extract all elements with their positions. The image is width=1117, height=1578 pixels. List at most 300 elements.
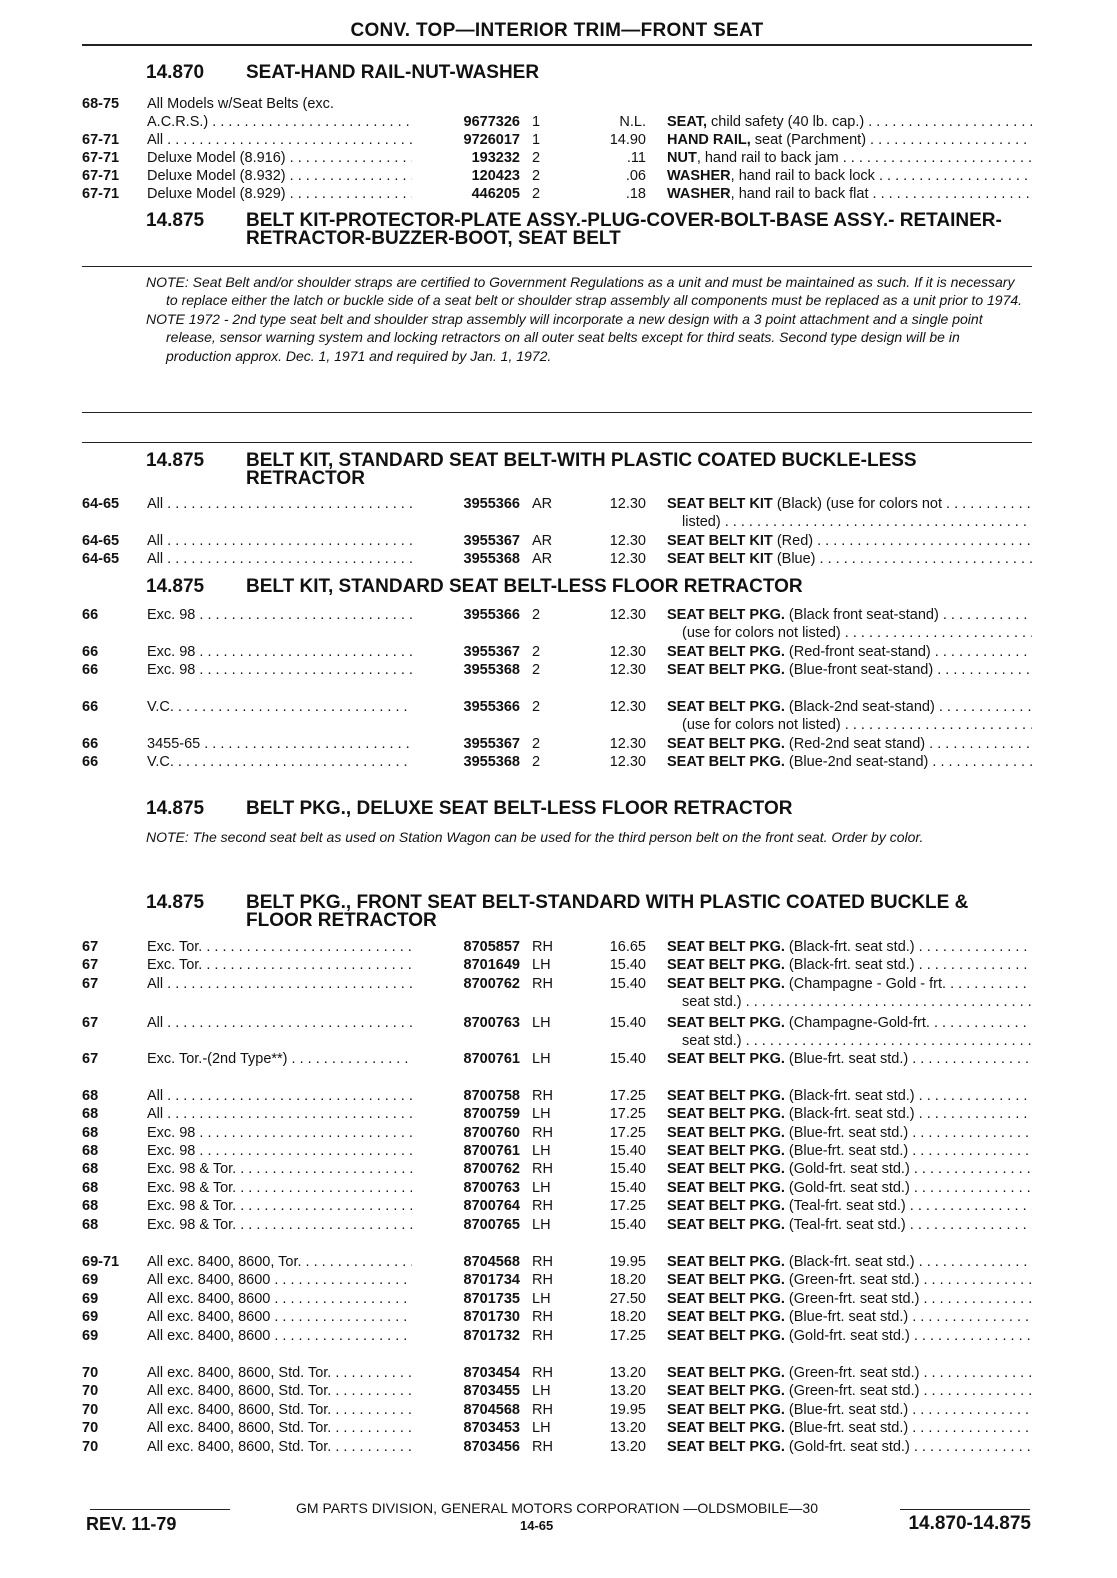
item-detail: (Blue-frt. seat std.) bbox=[784, 1143, 909, 1159]
table-row bbox=[82, 1364, 1032, 1382]
model-cell: Exc. 98 . . . bbox=[147, 1124, 412, 1142]
part-number-cell: 446205 bbox=[471, 186, 520, 202]
item-detail: (Black front seat-stand) bbox=[784, 607, 939, 623]
table-row bbox=[82, 149, 1032, 167]
price-cell: 12.30 bbox=[609, 533, 646, 549]
description-cell bbox=[667, 735, 1032, 753]
part-number-cell: 8701649 bbox=[463, 957, 520, 973]
model-cell: All . . . bbox=[147, 131, 412, 149]
table-row bbox=[82, 1014, 1032, 1032]
price-cell: 15.40 bbox=[609, 1143, 646, 1159]
model-cell: Exc. 98 & Tor. . . . bbox=[147, 1179, 412, 1197]
table-row bbox=[82, 532, 1032, 550]
table-row bbox=[82, 698, 1032, 716]
table-row bbox=[82, 1271, 1032, 1289]
table-row bbox=[82, 113, 1032, 131]
model-cell: All . . . bbox=[147, 532, 412, 550]
model-cell: All exc. 8400, 8600 . . . bbox=[147, 1290, 412, 1308]
quantity-cell: AR bbox=[532, 496, 553, 512]
item-name: SEAT BELT KIT bbox=[667, 496, 773, 512]
model-cell: Exc. 98 & Tor. . . . bbox=[147, 1197, 412, 1215]
item-name: SEAT BELT PKG. bbox=[667, 1088, 785, 1104]
year-cell: 69 bbox=[82, 1272, 99, 1288]
item-detail: (Green-frt. seat std.) bbox=[784, 1365, 920, 1381]
table-row bbox=[82, 1160, 1032, 1178]
item-detail: seat (Parchment) bbox=[750, 132, 867, 148]
section-text: BELT KIT-PROTECTOR-PLATE ASSY.-PLUG-COVER-BOLT-BASE ASSY.- RETAINER-RETRACTOR-BUZZER-BOOT, SEAT BELT bbox=[246, 210, 1002, 249]
part-number-cell: 8700764 bbox=[463, 1198, 520, 1214]
description-continued: (use for colors not listed) . . . bbox=[682, 624, 1032, 642]
part-number-cell: 3955368 bbox=[463, 551, 520, 567]
price-cell: 17.25 bbox=[609, 1106, 646, 1122]
item-detail: (Gold-frt. seat std.) bbox=[784, 1161, 910, 1177]
year-cell: 64-65 bbox=[82, 533, 120, 549]
item-detail: (Blue-2nd seat-stand) bbox=[784, 754, 929, 770]
description-cell bbox=[667, 550, 1032, 568]
quantity-cell: 2 bbox=[532, 168, 541, 184]
item-name: SEAT BELT PKG. bbox=[667, 644, 785, 660]
part-number-cell: 8701730 bbox=[463, 1309, 520, 1325]
item-detail: (Blue) bbox=[772, 551, 816, 567]
year-cell: 67 bbox=[82, 976, 99, 992]
price-cell: 13.20 bbox=[609, 1420, 646, 1436]
quantity-cell: LH bbox=[532, 1217, 551, 1233]
part-number-cell: 8703454 bbox=[463, 1365, 520, 1381]
item-detail: (Red) bbox=[772, 533, 814, 549]
part-number-cell: 8704568 bbox=[463, 1254, 520, 1270]
model-cell: All . . . bbox=[147, 975, 412, 993]
item-detail: (Blue-frt. seat std.) bbox=[784, 1309, 909, 1325]
part-number-cell: 3955367 bbox=[463, 736, 520, 752]
price-cell: 17.25 bbox=[609, 1125, 646, 1141]
item-name: SEAT BELT PKG. bbox=[667, 1180, 785, 1196]
year-cell: 70 bbox=[82, 1420, 99, 1436]
description-continued: seat std.) . . . bbox=[682, 993, 1032, 1011]
description-continued: seat std.) . . . bbox=[682, 1032, 1032, 1050]
price-cell: 15.40 bbox=[609, 1161, 646, 1177]
item-detail: (Green-frt. seat std.) bbox=[784, 1383, 920, 1399]
item-detail: (Green-frt. seat std.) bbox=[784, 1272, 920, 1288]
price-cell: 18.20 bbox=[609, 1272, 646, 1288]
item-name: SEAT BELT PKG. bbox=[667, 1439, 785, 1455]
price-cell: 16.65 bbox=[609, 939, 646, 955]
description-cell bbox=[667, 131, 1032, 149]
year-cell: 68 bbox=[82, 1106, 99, 1122]
year-cell: 68-75 bbox=[82, 96, 120, 112]
model-cell: All exc. 8400, 8600, Std. Tor. . . . bbox=[147, 1401, 412, 1419]
price-cell: 15.40 bbox=[609, 1051, 646, 1067]
quantity-cell: RH bbox=[532, 1309, 553, 1325]
description-continued: listed) . . . bbox=[682, 513, 1032, 531]
item-name: WASHER bbox=[667, 186, 731, 202]
table-row bbox=[82, 1327, 1032, 1345]
price-cell: 12.30 bbox=[609, 551, 646, 567]
quantity-cell: RH bbox=[532, 1365, 553, 1381]
quantity-cell: 2 bbox=[532, 754, 541, 770]
table-row bbox=[82, 1401, 1032, 1419]
year-cell: 67-71 bbox=[82, 132, 120, 148]
year-cell: 64-65 bbox=[82, 496, 120, 512]
table-row bbox=[82, 495, 1032, 513]
description-cell bbox=[667, 1364, 1032, 1382]
item-name: SEAT BELT KIT bbox=[667, 533, 773, 549]
part-number-cell: 120423 bbox=[471, 168, 520, 184]
price-cell: 13.20 bbox=[609, 1383, 646, 1399]
quantity-cell: 1 bbox=[532, 114, 541, 130]
quantity-cell: RH bbox=[532, 1254, 553, 1270]
part-number-cell: 8700761 bbox=[463, 1143, 520, 1159]
year-cell: 68 bbox=[82, 1198, 99, 1214]
part-number-cell: 8700760 bbox=[463, 1125, 520, 1141]
item-detail: (Gold-frt. seat std.) bbox=[784, 1180, 910, 1196]
part-number-cell: 3955368 bbox=[463, 662, 520, 678]
quantity-cell: LH bbox=[532, 1383, 551, 1399]
model-cell: Exc. Tor.-(2nd Type**) . . . bbox=[147, 1050, 412, 1068]
table-row bbox=[82, 513, 1032, 531]
description-cell bbox=[667, 1105, 1032, 1123]
price-cell: 19.95 bbox=[609, 1402, 646, 1418]
year-cell: 69 bbox=[82, 1291, 99, 1307]
table-row bbox=[82, 661, 1032, 679]
model-cell: All . . . bbox=[147, 495, 412, 513]
description-cell bbox=[667, 167, 1032, 185]
year-cell: 69 bbox=[82, 1328, 99, 1344]
description-cell bbox=[667, 1197, 1032, 1215]
price-cell: 12.30 bbox=[609, 662, 646, 678]
year-cell: 70 bbox=[82, 1365, 99, 1381]
price-cell: 12.30 bbox=[609, 754, 646, 770]
price-cell: .06 bbox=[625, 168, 646, 184]
item-detail: (Gold-frt. seat std.) bbox=[784, 1328, 910, 1344]
model-cell: All exc. 8400, 8600, Std. Tor. . . . bbox=[147, 1419, 412, 1437]
description-cell bbox=[667, 1290, 1032, 1308]
part-number-cell: 8700763 bbox=[463, 1015, 520, 1031]
quantity-cell: LH bbox=[532, 1106, 551, 1122]
table-row bbox=[82, 1179, 1032, 1197]
quantity-cell: AR bbox=[532, 551, 553, 567]
model-cell: All . . . bbox=[147, 1014, 412, 1032]
part-number-cell: 8704568 bbox=[463, 1402, 520, 1418]
quantity-cell: RH bbox=[532, 1088, 553, 1104]
item-detail: (Black) (use for colors not bbox=[772, 496, 943, 512]
item-detail: (Gold-frt. seat std.) bbox=[784, 1439, 910, 1455]
description-cell bbox=[667, 532, 1032, 550]
year-cell: 66 bbox=[82, 736, 99, 752]
table-row bbox=[82, 956, 1032, 974]
item-detail: (Blue-front seat-stand) bbox=[784, 662, 934, 678]
model-cell: All . . . bbox=[147, 1105, 412, 1123]
section-text: BELT KIT, STANDARD SEAT BELT-WITH PLASTIC COATED BUCKLE-LESS RETRACTOR bbox=[246, 450, 917, 489]
item-detail: , hand rail to back jam bbox=[696, 150, 839, 166]
section-text: BELT KIT, STANDARD SEAT BELT-LESS FLOOR RETRACTOR bbox=[246, 576, 803, 597]
item-detail: (Black-frt. seat std.) bbox=[784, 939, 915, 955]
description-cell bbox=[667, 1179, 1032, 1197]
table-row bbox=[82, 1419, 1032, 1437]
section-number: 14.870 bbox=[146, 62, 205, 83]
price-cell: N.L. bbox=[619, 114, 646, 130]
note-text: NOTE 1972 - 2nd type seat belt and shoulder strap assembly will incorporate a new design with a 3 point attachment and a single point release, sensor warning system and locking retractors on all outer seat belts except for third seats. Second type design will be in production approx. Dec. 1, 1971 and required by Jan. 1, 1972. bbox=[146, 310, 983, 364]
quantity-cell: RH bbox=[532, 1439, 553, 1455]
description-cell bbox=[667, 1308, 1032, 1326]
item-detail: (Black-frt. seat std.) bbox=[784, 1088, 915, 1104]
description-cell bbox=[667, 1014, 1032, 1032]
section-number: 14.875 bbox=[146, 450, 205, 471]
table-row bbox=[82, 624, 1032, 642]
quantity-cell: LH bbox=[532, 1143, 551, 1159]
item-name: SEAT BELT PKG. bbox=[667, 1383, 785, 1399]
model-cell: V.C. . . . bbox=[147, 698, 412, 716]
price-cell: 27.50 bbox=[609, 1291, 646, 1307]
price-cell: 17.25 bbox=[609, 1198, 646, 1214]
part-number-cell: 8700763 bbox=[463, 1180, 520, 1196]
price-cell: 17.25 bbox=[609, 1328, 646, 1344]
table-row bbox=[82, 1290, 1032, 1308]
table-row bbox=[82, 1032, 1032, 1050]
quantity-cell: 2 bbox=[532, 186, 541, 202]
page-header: CONV. TOP—INTERIOR TRIM—FRONT SEAT bbox=[350, 20, 764, 41]
model-cell: Exc. Tor. . . . bbox=[147, 938, 412, 956]
table-row bbox=[82, 1308, 1032, 1326]
description-cell bbox=[667, 1271, 1032, 1289]
part-number-cell: 8703455 bbox=[463, 1383, 520, 1399]
description-cell bbox=[667, 1327, 1032, 1345]
table-row bbox=[82, 938, 1032, 956]
model-cell: All exc. 8400, 8600 . . . bbox=[147, 1327, 412, 1345]
header-rule bbox=[82, 44, 1032, 46]
description-cell bbox=[667, 185, 1032, 203]
model-cell: Deluxe Model (8.932) . . . bbox=[147, 167, 412, 185]
model-cell: Exc. 98 . . . bbox=[147, 661, 412, 679]
part-number-cell: 8701732 bbox=[463, 1328, 520, 1344]
year-cell: 66 bbox=[82, 644, 99, 660]
price-cell: 12.30 bbox=[609, 607, 646, 623]
year-cell: 69-71 bbox=[82, 1254, 120, 1270]
item-detail: (Champagne-Gold-frt. bbox=[784, 1015, 930, 1031]
model-cell: 3455-65 . . . bbox=[147, 735, 412, 753]
price-cell: 15.40 bbox=[609, 957, 646, 973]
description-cell bbox=[667, 938, 1032, 956]
quantity-cell: RH bbox=[532, 1272, 553, 1288]
item-name: SEAT BELT PKG. bbox=[667, 1291, 785, 1307]
year-cell: 66 bbox=[82, 699, 99, 715]
description-cell bbox=[667, 113, 1032, 131]
year-cell: 70 bbox=[82, 1402, 99, 1418]
section-title bbox=[146, 64, 1026, 82]
description-cell bbox=[667, 956, 1032, 974]
section-text: BELT PKG., DELUXE SEAT BELT-LESS FLOOR RETRACTOR bbox=[246, 798, 793, 819]
table-row bbox=[82, 1087, 1032, 1105]
table-row bbox=[82, 1050, 1032, 1068]
item-name: SEAT BELT PKG. bbox=[667, 1015, 785, 1031]
part-number-cell: 8700761 bbox=[463, 1051, 520, 1067]
item-name: SEAT BELT PKG. bbox=[667, 1143, 785, 1159]
note-text: NOTE: Seat Belt and/or shoulder straps are certified to Government Regulations as a unit and must be maintained as such. If it is necessary to replace either the latch or buckle side of a seat belt or shoulder strap assembly all components must be replaced as a unit prior to 1974. bbox=[146, 274, 1023, 309]
model-cell: All exc. 8400, 8600, Tor. . . . bbox=[147, 1253, 412, 1271]
description-cell bbox=[667, 643, 1032, 661]
description-cell bbox=[667, 1438, 1032, 1456]
year-cell: 66 bbox=[82, 662, 99, 678]
description-cell bbox=[667, 149, 1032, 167]
item-detail: (Black-frt. seat std.) bbox=[784, 1254, 915, 1270]
part-number-cell: 3955366 bbox=[463, 699, 520, 715]
section-rule bbox=[82, 442, 1032, 443]
quantity-cell: LH bbox=[532, 957, 551, 973]
item-name: SEAT BELT PKG. bbox=[667, 1328, 785, 1344]
quantity-cell: LH bbox=[532, 1180, 551, 1196]
quantity-cell: RH bbox=[532, 1125, 553, 1141]
item-detail: (Green-frt. seat std.) bbox=[784, 1291, 920, 1307]
price-cell: 13.20 bbox=[609, 1439, 646, 1455]
quantity-cell: RH bbox=[532, 976, 553, 992]
price-cell: 12.30 bbox=[609, 496, 646, 512]
footer-division-text: GM PARTS DIVISION, GENERAL MOTORS CORPORATION —OLDSMOBILE—30 bbox=[292, 1500, 822, 1516]
table-row bbox=[82, 1253, 1032, 1271]
model-cell: All exc. 8400, 8600, Std. Tor. . . . bbox=[147, 1364, 412, 1382]
model-cell: All Models w/Seat Belts (exc. bbox=[147, 96, 334, 112]
item-detail: (Blue-frt. seat std.) bbox=[784, 1051, 909, 1067]
item-detail: (Blue-frt. seat std.) bbox=[784, 1125, 909, 1141]
year-cell: 64-65 bbox=[82, 551, 120, 567]
part-number-cell: 8700762 bbox=[463, 1161, 520, 1177]
year-cell: 69 bbox=[82, 1309, 99, 1325]
section-number: 14.875 bbox=[146, 576, 205, 597]
part-number-cell: 8701734 bbox=[463, 1272, 520, 1288]
price-cell: 17.25 bbox=[609, 1088, 646, 1104]
description-cell bbox=[667, 1419, 1032, 1437]
model-cell: Exc. 98 & Tor. . . . bbox=[147, 1160, 412, 1178]
item-name: SEAT BELT PKG. bbox=[667, 699, 785, 715]
table-row bbox=[82, 1382, 1032, 1400]
model-cell: All exc. 8400, 8600 . . . bbox=[147, 1308, 412, 1326]
price-cell: 12.30 bbox=[609, 736, 646, 752]
table-row bbox=[82, 185, 1032, 203]
table-row bbox=[82, 993, 1032, 1011]
note-rule-top bbox=[82, 266, 1032, 267]
item-detail: child safety (40 lb. cap.) bbox=[707, 114, 865, 130]
part-number-cell: 3955367 bbox=[463, 644, 520, 660]
item-name: SEAT BELT PKG. bbox=[667, 1051, 785, 1067]
part-number-cell: 9726017 bbox=[463, 132, 520, 148]
description-cell bbox=[667, 661, 1032, 679]
price-cell: .18 bbox=[625, 186, 646, 202]
model-cell: V.C. . . . bbox=[147, 753, 412, 771]
section-title bbox=[146, 452, 1026, 488]
price-cell: 13.20 bbox=[609, 1365, 646, 1381]
section-title bbox=[146, 800, 1026, 818]
item-name: SEAT BELT PKG. bbox=[667, 1125, 785, 1141]
footer-division bbox=[82, 1500, 1032, 1516]
quantity-cell: 2 bbox=[532, 644, 541, 660]
description-cell bbox=[667, 1253, 1032, 1271]
quantity-cell: 2 bbox=[532, 607, 541, 623]
item-name: SEAT BELT PKG. bbox=[667, 736, 785, 752]
item-detail: (Red-2nd seat stand) bbox=[784, 736, 926, 752]
table-row bbox=[82, 1105, 1032, 1123]
description-continued: (use for colors not listed) . . . bbox=[682, 716, 1032, 734]
year-cell: 68 bbox=[82, 1088, 99, 1104]
part-number-cell: 8700758 bbox=[463, 1088, 520, 1104]
item-detail: (Champagne - Gold - frt. bbox=[784, 976, 947, 992]
table-row bbox=[82, 1438, 1032, 1456]
quantity-cell: RH bbox=[532, 1198, 553, 1214]
quantity-cell: RH bbox=[532, 1161, 553, 1177]
table-row bbox=[82, 735, 1032, 753]
item-name: SEAT BELT PKG. bbox=[667, 1420, 785, 1436]
year-cell: 70 bbox=[82, 1439, 99, 1455]
model-cell: A.C.R.S.) . . . bbox=[147, 113, 412, 131]
description-cell bbox=[667, 1050, 1032, 1068]
description-cell bbox=[667, 698, 1032, 716]
description-cell bbox=[667, 975, 1032, 993]
item-name: SEAT BELT PKG. bbox=[667, 1365, 785, 1381]
description-cell bbox=[667, 1401, 1032, 1419]
table-row bbox=[82, 1216, 1032, 1234]
description-cell bbox=[667, 1216, 1032, 1234]
table-row bbox=[82, 975, 1032, 993]
description-cell bbox=[667, 1124, 1032, 1142]
revision-label: REV. 11-79 bbox=[86, 1514, 177, 1534]
quantity-cell: 2 bbox=[532, 736, 541, 752]
item-name: SEAT BELT PKG. bbox=[667, 939, 785, 955]
item-detail: (Red-front seat-stand) bbox=[784, 644, 931, 660]
year-cell: 67-71 bbox=[82, 150, 120, 166]
price-cell: 12.30 bbox=[609, 699, 646, 715]
model-cell: All . . . bbox=[147, 550, 412, 568]
description-cell bbox=[667, 1160, 1032, 1178]
item-name: NUT bbox=[667, 150, 697, 166]
quantity-cell: LH bbox=[532, 1015, 551, 1031]
item-name: SEAT BELT PKG. bbox=[667, 976, 785, 992]
description-cell bbox=[667, 1087, 1032, 1105]
item-detail: (Teal-frt. seat std.) bbox=[784, 1198, 906, 1214]
item-detail: (Blue-frt. seat std.) bbox=[784, 1420, 909, 1436]
quantity-cell: LH bbox=[532, 1291, 551, 1307]
part-number-cell: 193232 bbox=[471, 150, 520, 166]
model-cell: All exc. 8400, 8600, Std. Tor. . . . bbox=[147, 1438, 412, 1456]
item-name: SEAT BELT PKG. bbox=[667, 1309, 785, 1325]
item-name: SEAT BELT PKG. bbox=[667, 1106, 785, 1122]
section-number: 14.875 bbox=[146, 798, 205, 819]
model-cell: Exc. Tor. . . . bbox=[147, 956, 412, 974]
model-cell: Exc. 98 & Tor. . . . bbox=[147, 1216, 412, 1234]
section-title bbox=[146, 212, 1026, 248]
quantity-cell: 2 bbox=[532, 699, 541, 715]
year-cell: 68 bbox=[82, 1161, 99, 1177]
table-row bbox=[82, 167, 1032, 185]
model-cell: All . . . bbox=[147, 1087, 412, 1105]
part-number-cell: 8700759 bbox=[463, 1106, 520, 1122]
item-name: SEAT BELT KIT bbox=[667, 551, 773, 567]
model-cell: Deluxe Model (8.929) . . . bbox=[147, 185, 412, 203]
year-cell: 68 bbox=[82, 1217, 99, 1233]
description-cell bbox=[667, 1382, 1032, 1400]
table-row bbox=[82, 716, 1032, 734]
item-name: SEAT BELT PKG. bbox=[667, 1198, 785, 1214]
item-detail: (Black-frt. seat std.) bbox=[784, 957, 915, 973]
year-cell: 67 bbox=[82, 1051, 99, 1067]
item-name: HAND RAIL, bbox=[667, 132, 751, 148]
quantity-cell: LH bbox=[532, 1420, 551, 1436]
quantity-cell: AR bbox=[532, 533, 553, 549]
description-cell bbox=[667, 606, 1032, 624]
table-row bbox=[82, 643, 1032, 661]
table-row bbox=[82, 95, 1032, 113]
item-name: SEAT BELT PKG. bbox=[667, 1402, 785, 1418]
item-name: WASHER bbox=[667, 168, 731, 184]
year-cell: 67 bbox=[82, 957, 99, 973]
year-cell: 68 bbox=[82, 1180, 99, 1196]
price-cell: 14.90 bbox=[609, 132, 646, 148]
